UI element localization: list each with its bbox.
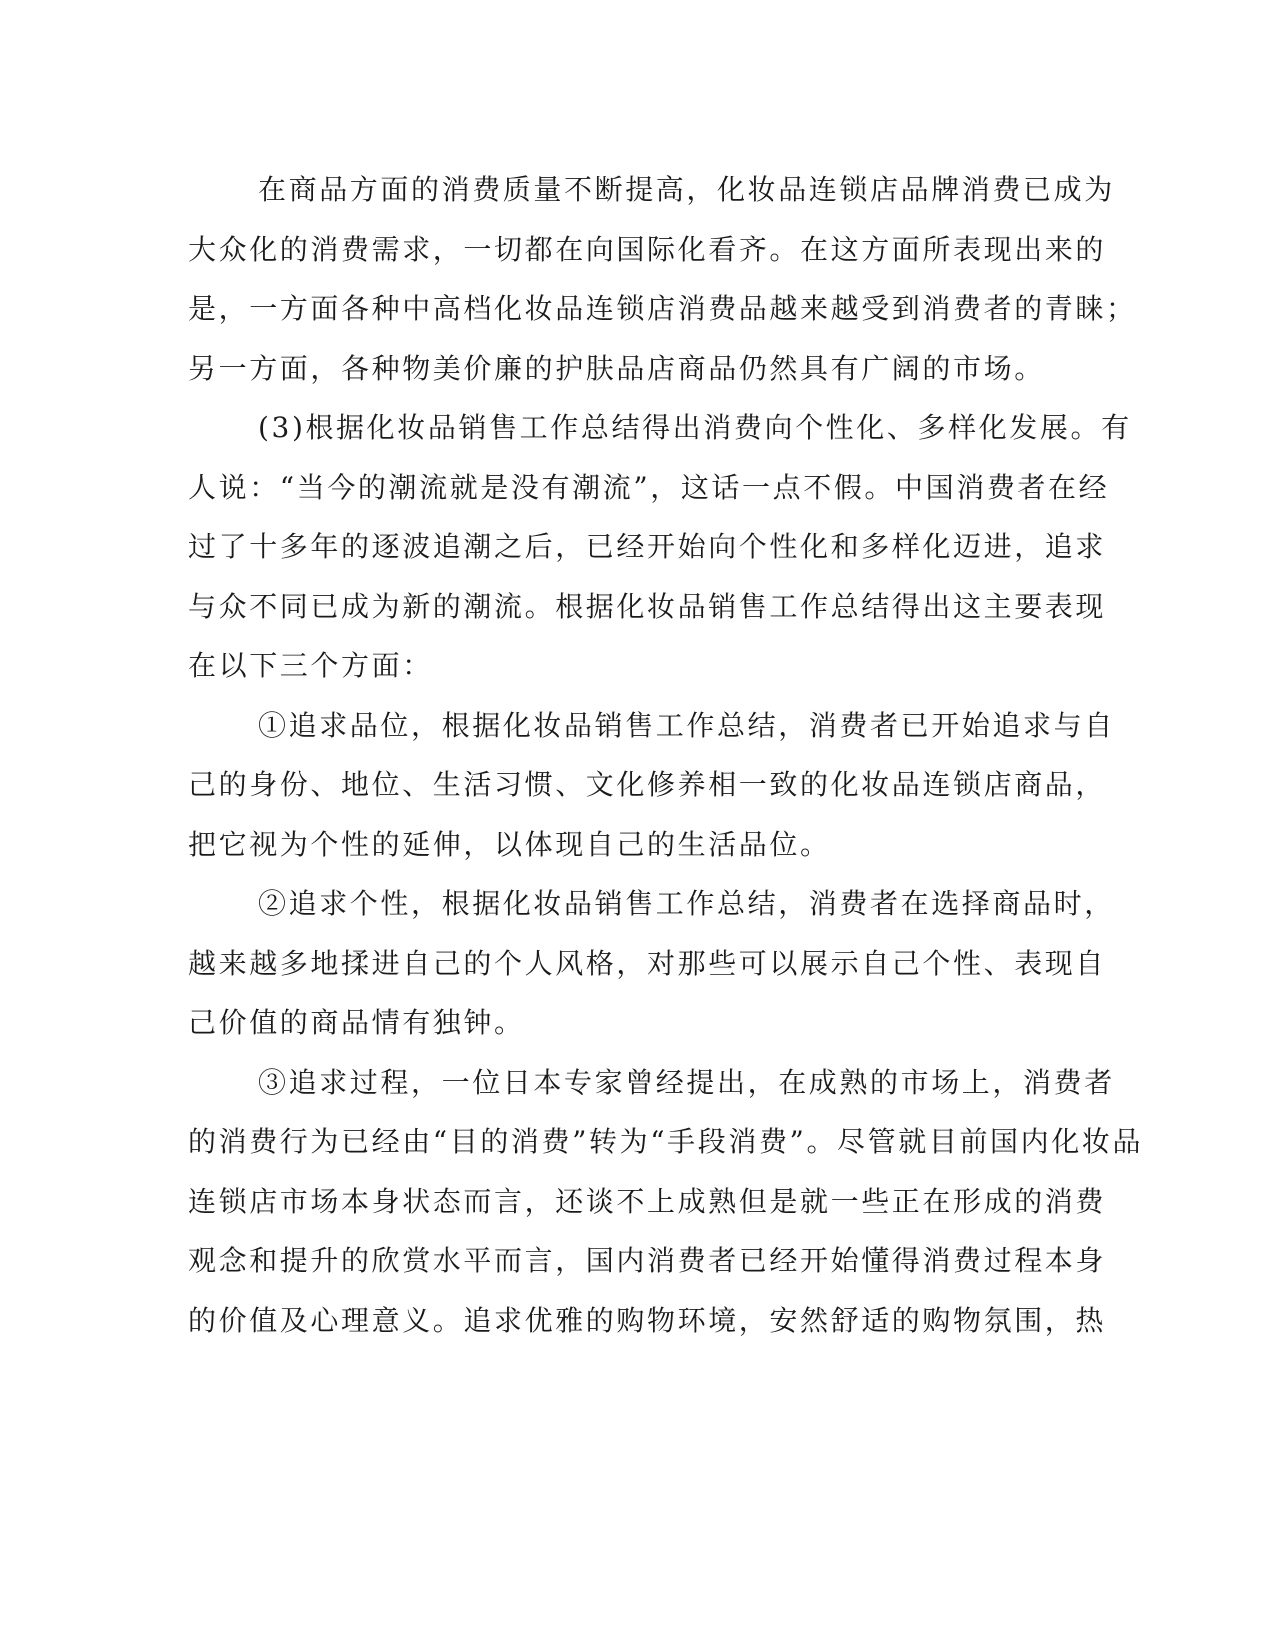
text-line: ②追求个性，根据化妆品销售工作总结，消费者在选择商品时， bbox=[258, 887, 1115, 920]
text-line: 另一方面，各种物美价廉的护肤品店商品仍然具有广阔的市场。 bbox=[188, 351, 1045, 385]
paragraph-4 bbox=[188, 874, 1115, 1053]
paragraph-5 bbox=[188, 1053, 1144, 1351]
paragraph-3 bbox=[188, 696, 1115, 875]
text-line: 人说：“当今的潮流就是没有潮流”，这话一点不假。中国消费者在经 bbox=[188, 470, 1110, 504]
text-line: 观念和提升的欣赏水平而言，国内消费者已经开始懂得消费过程本身 bbox=[188, 1244, 1107, 1277]
text-line: 大众化的消费需求，一切都在向国际化看齐。在这方面所表现出来的 bbox=[188, 232, 1107, 266]
text-line: 在商品方面的消费质量不断提高，化妆品连锁店品牌消费已成为 bbox=[258, 173, 1115, 206]
text-line: 的消费行为已经由“目的消费”转为“手段消费”。尽管就目前国内化妆品 bbox=[188, 1125, 1144, 1158]
text-line: 在以下三个方面： bbox=[188, 649, 433, 682]
text-line: ③追求过程，一位日本专家曾经提出，在成熟的市场上，消费者 bbox=[258, 1065, 1115, 1099]
body-text bbox=[188, 160, 1144, 1350]
paragraph-1 bbox=[188, 160, 1137, 398]
text-line: 与众不同已成为新的潮流。根据化妆品销售工作总结得出这主要表现 bbox=[188, 589, 1107, 623]
text-line: 己价值的商品情有独钟。 bbox=[188, 1006, 525, 1039]
text-line: (3)根据化妆品销售工作总结得出消费向个性化、多样化发展。有 bbox=[258, 411, 1132, 444]
text-line: 是，一方面各种中高档化妆品连锁店消费品越来越受到消费者的青睐； bbox=[188, 292, 1137, 325]
text-line: 过了十多年的逐波追潮之后，已经开始向个性化和多样化迈进，追求 bbox=[188, 530, 1107, 563]
text-line: 连锁店市场本身状态而言，还谈不上成熟但是就一些正在形成的消费 bbox=[188, 1184, 1107, 1218]
paragraph-2 bbox=[188, 398, 1132, 696]
text-line: 的价值及心理意义。追求优雅的购物环境，安然舒适的购物氛围，热 bbox=[188, 1303, 1107, 1337]
text-line: ①追求品位，根据化妆品销售工作总结，消费者已开始追求与自 bbox=[258, 708, 1115, 742]
text-line: 把它视为个性的延伸，以体现自己的生活品位。 bbox=[188, 827, 831, 861]
text-line: 越来越多地揉进自己的个人风格，对那些可以展示自己个性、表现自 bbox=[188, 946, 1107, 980]
text-line: 己的身份、地位、生活习惯、文化修养相一致的化妆品连锁店商品， bbox=[188, 768, 1107, 801]
